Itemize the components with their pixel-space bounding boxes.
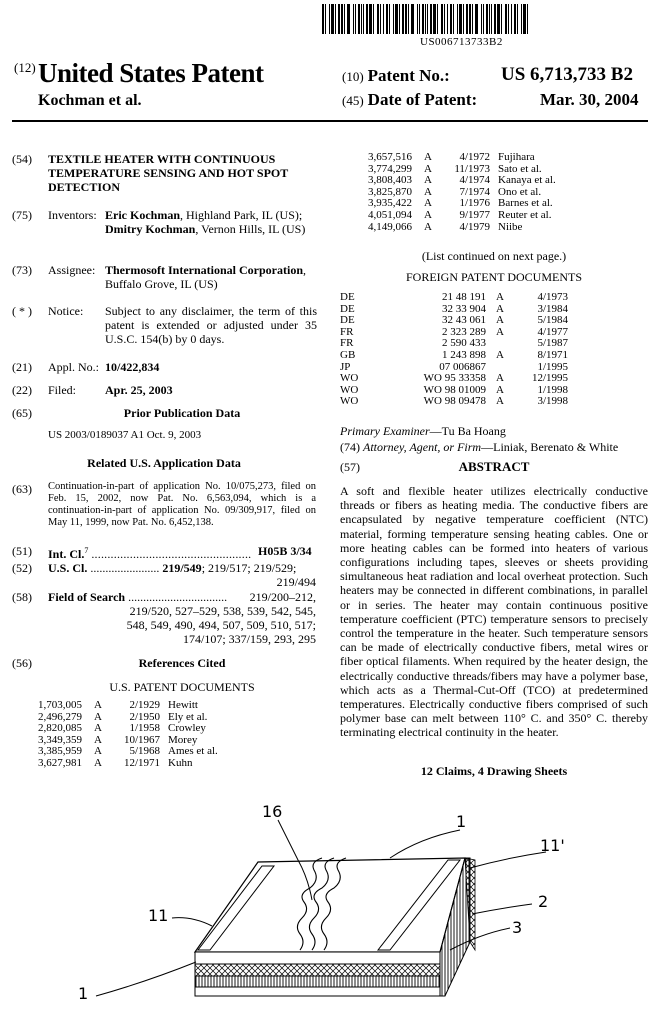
inventor-1-location: , Highland Park, IL (US);	[180, 208, 303, 222]
prior-publication-title: Prior Publication Data	[123, 406, 241, 420]
front-layer-top	[195, 952, 440, 964]
barcode-bar	[369, 4, 372, 34]
table-row: 3,627,981 A 12/1971 Kuhn	[38, 756, 193, 769]
barcode-bar	[483, 4, 484, 34]
us-cl-primary: 219/549	[162, 561, 202, 575]
barcode-bar	[437, 4, 438, 34]
front-layer-crosshatch	[195, 964, 440, 976]
notice-text: Subject to any disclaimer, the term of this patent is extended or adjusted under 35 U.S.C. 154(b) by 0 days.	[105, 304, 317, 346]
abstract-text: A soft and flexible heater utilizes electrically conductive threads or fibers as heating media. The conductive fibers are encapsulated by negative temperature coefficient (NTC) material, forming temperature sensing heating cables. One or more heating cables can be formed into heaters of various configurations including tapes, sleeves or sheets providing simultaneous heat radiation and local overheat protection. Such heaters may be connected in different combinations, in parallel or in series. The heater may contain continuous positive temperature coefficient (PTC) temperature sensors to precisely control the temperature in the heater. Such temperature sensors can be made of electrically conductive fibers, metal wires or fiber optical filaments. When required by the heater design, the electrically conductive threads/fibers may have a polymer base, which acts as a Thermal-Cut-Off (TCO) at predetermined temperatures. Electrically conductive fibers comprised of such polymer base can melt between 110° C. and 350° C. thereby terminating electrical continuity in the heater.	[340, 484, 648, 740]
table-row: FR 2 323 289 A 4/1977	[340, 325, 568, 338]
barcode-bar	[341, 4, 343, 34]
barcode-bar	[505, 4, 507, 34]
field-73-code: (73)	[12, 263, 32, 277]
int-cl-sup: 7	[84, 546, 89, 555]
foreign-docs-title: FOREIGN PATENT DOCUMENTS	[405, 270, 583, 284]
barcode-bar	[508, 4, 509, 34]
barcode-bar	[466, 4, 468, 34]
barcode-bar	[358, 4, 360, 34]
us-refs-right-table	[368, 152, 560, 233]
barcode-bar	[361, 4, 362, 34]
figure-label-11: 11	[148, 906, 169, 925]
appl-no-label: Appl. No.:	[48, 360, 99, 374]
filed-date: Apr. 25, 2003	[105, 383, 173, 397]
barcode-bar	[355, 4, 356, 34]
barcode-bar	[366, 4, 368, 34]
barcode-bar	[511, 4, 512, 34]
date-of-patent: Mar. 30, 2004	[540, 90, 639, 109]
field-21-code: (21)	[12, 360, 32, 374]
barcode-bar	[427, 4, 428, 34]
barcode-bar	[383, 4, 384, 34]
field-of-search-values	[120, 590, 316, 646]
field-74-code: (74)	[340, 440, 360, 454]
search-line-3: 548, 549, 490, 494, 507, 509, 510, 517;	[126, 618, 316, 632]
field-22-code: (22)	[12, 383, 32, 397]
us-patent-docs-title: U.S. PATENT DOCUMENTS	[109, 680, 255, 694]
barcode-bar	[377, 4, 379, 34]
field-56-code: (56)	[12, 656, 32, 670]
inventors	[105, 208, 317, 236]
barcode-bar	[433, 4, 436, 34]
barcode-bar	[501, 4, 502, 34]
date-code: (45)	[342, 93, 364, 108]
barcode-bar	[347, 4, 350, 34]
barcode-bar	[475, 4, 478, 34]
table-row: JP 07 006867 1/1995	[340, 360, 568, 373]
table-row: 2,820,085 A 1/1958 Crowley	[38, 722, 206, 735]
table-row: DE 32 43 061 A 5/1984	[340, 314, 568, 327]
us-cl	[48, 561, 296, 575]
barcode-bar	[399, 4, 400, 34]
inventors-label: Inventors:	[48, 208, 97, 222]
table-row: DE 32 33 904 A 3/1984	[340, 302, 568, 315]
table-row: WO WO 95 33358 A 12/1995	[340, 372, 568, 385]
examiner-label: Primary Examiner	[340, 424, 430, 438]
barcode-bar	[417, 4, 418, 34]
patent-number: US 6,713,733 B2	[501, 64, 633, 85]
table-row: FR 2 590 433 5/1987	[340, 337, 568, 350]
invention-title: TEXTILE HEATER WITH CONTINUOUS TEMPERATURE SENSING AND HOT SPOT DETECTION	[48, 152, 289, 194]
table-row: 4,051,094 A 9/1977 Reuter et al.	[368, 208, 552, 221]
barcode-bar	[405, 4, 407, 34]
table-row: 4,149,066 A 4/1979 Niibe	[368, 220, 523, 233]
leader-2	[472, 904, 532, 914]
leader-11	[172, 918, 212, 926]
assignee-name: Thermosoft International Corporation	[105, 263, 303, 277]
barcode-bar	[331, 4, 334, 34]
barcode-bar	[411, 4, 414, 34]
barcode-bar	[402, 4, 404, 34]
prior-publication-data: US 2003/0189037 A1 Oct. 9, 2003	[48, 429, 202, 441]
barcode-bar	[389, 4, 390, 34]
continuation-text: Continuation-in-part of application No. 10/075,273, filed on Feb. 15, 2002, now Pat. No. 6,563,094, which is a continuation-in-part of application No. 09/309,917, filed on May 11, 1999, now Pat. No. 6,452,138.	[48, 481, 316, 528]
figure-label-16: 16	[262, 802, 283, 821]
barcode-bar	[395, 4, 398, 34]
figure-label-3: 3	[512, 918, 523, 937]
examiner-name: —Tu Ba Hoang	[429, 424, 506, 438]
attorney-label: Attorney, Agent, or Firm	[363, 440, 482, 454]
front-layer-vertical	[195, 976, 440, 987]
table-row: 3,808,403 A 4/1974 Kanaya et al.	[368, 174, 556, 187]
notice-code: ( * )	[12, 304, 32, 318]
patent-no-label: Patent No.:	[367, 66, 450, 85]
search-line-2: 219/520, 527–529, 538, 539, 542, 545,	[129, 604, 316, 618]
barcode-bar	[408, 4, 409, 34]
barcode-bar	[469, 4, 471, 34]
assignee-label: Assignee:	[48, 263, 96, 277]
barcode-bar	[447, 4, 448, 34]
table-row: 3,657,516 A 4/1972 Fujihara	[368, 151, 535, 163]
search-line-1: 219/200–212,	[249, 590, 316, 604]
us-refs-left-table	[38, 700, 222, 770]
patent-title-heading: United States Patent	[38, 58, 264, 88]
patent-number-row	[342, 66, 450, 86]
search-line-4: 174/107; 337/159, 293, 295	[182, 632, 316, 646]
field-65-code: (65)	[12, 406, 32, 420]
barcode-bar	[463, 4, 464, 34]
table-row: 3,774,299 A 11/1973 Sato et al.	[368, 162, 542, 175]
barcode-bar	[344, 4, 345, 34]
heater-drawing	[0, 800, 660, 1022]
barcode-bar	[386, 4, 388, 34]
barcode-bar	[514, 4, 516, 34]
table-row: DE 21 48 191 A 4/1973	[340, 291, 568, 303]
date-label: Date of Patent:	[367, 90, 478, 109]
barcode-bar	[481, 4, 482, 34]
table-row: 3,385,959 A 5/1968 Ames et al.	[38, 745, 218, 758]
barcode-bar	[459, 4, 462, 34]
field-75-code: (75)	[12, 208, 32, 222]
field-51-code: (51)	[12, 544, 32, 558]
barcode-bar	[325, 4, 326, 34]
table-row: 3,349,359 A 10/1967 Morey	[38, 733, 198, 746]
inventor-2: Dmitry Kochman	[105, 222, 196, 236]
field-63-code: (63)	[12, 482, 32, 496]
barcode-bar	[523, 4, 526, 34]
barcode-bar	[380, 4, 381, 34]
inventor-2-location: , Vernon Hills, IL (US)	[195, 222, 306, 236]
attorney-name: —Liniak, Berenato & White	[481, 440, 619, 454]
claims-sheets: 12 Claims, 4 Drawing Sheets	[420, 764, 568, 778]
table-row: 1,703,005 A 2/1929 Hewitt	[38, 699, 198, 711]
barcode-bar	[457, 4, 458, 34]
int-cl	[48, 544, 251, 561]
barcode-bar	[363, 4, 364, 34]
field-of-search-label: Field of Search	[48, 590, 126, 604]
barcode-bar	[425, 4, 426, 34]
us-cl-rest: ; 219/517; 219/529;	[201, 561, 297, 575]
figure-label-2: 2	[538, 892, 549, 911]
date-row	[342, 90, 477, 110]
barcode-bar	[521, 4, 522, 34]
appl-no: 10/422,834	[105, 360, 160, 374]
assignee-location: , Buffalo Grove, IL (US)	[105, 263, 306, 291]
inventor-1: Eric Kochman	[105, 208, 180, 222]
field-52-code: (52)	[12, 561, 32, 575]
barcode	[322, 4, 532, 34]
leader-1-top	[390, 830, 460, 858]
document-number: US006713733B2	[420, 36, 503, 48]
leader-11prime	[470, 852, 546, 868]
barcode-bar	[430, 4, 432, 34]
barcode-bar	[527, 4, 528, 34]
leader-1-bottom	[96, 962, 196, 996]
authors: Kochman et al.	[38, 92, 142, 109]
barcode-bar	[450, 4, 452, 34]
barcode-bar	[353, 4, 354, 34]
barcode-bar	[329, 4, 330, 34]
foreign-refs-table	[340, 292, 572, 408]
int-cl-dots: ..................................................	[91, 547, 252, 561]
table-row: GB 1 243 898 A 8/1971	[340, 348, 568, 361]
barcode-bar	[491, 4, 492, 34]
us-cl-dots: .......................	[90, 561, 160, 575]
barcode-bar	[472, 4, 473, 34]
barcode-bar	[497, 4, 500, 34]
figure-label-1-top: 1	[456, 812, 467, 831]
field-of-search-dots: .................................	[128, 590, 228, 604]
barcode-bar	[373, 4, 374, 34]
filed-label: Filed:	[48, 383, 77, 397]
related-data-title: Related U.S. Application Data	[87, 456, 241, 470]
examiner	[340, 424, 506, 438]
notice-label: Notice:	[48, 304, 84, 318]
barcode-bar	[419, 4, 420, 34]
barcode-bar	[322, 4, 324, 34]
barcode-bar	[517, 4, 518, 34]
int-cl-value: H05B 3/34	[258, 544, 312, 558]
us-cl-line2: 219/494	[276, 575, 316, 589]
barcode-bar	[338, 4, 340, 34]
patent-no-code: (10)	[342, 69, 364, 84]
references-cited-title: References Cited	[138, 656, 226, 670]
field-57-code: (57)	[340, 460, 360, 474]
assignee	[105, 263, 317, 291]
barcode-bar	[441, 4, 443, 34]
barcode-bar	[335, 4, 336, 34]
field-58-code: (58)	[12, 590, 32, 604]
barcode-bar	[486, 4, 488, 34]
header-rule	[12, 120, 648, 122]
abstract-title: ABSTRACT	[458, 459, 530, 474]
attorney	[340, 440, 618, 454]
table-row: WO WO 98 09478 A 3/1998	[340, 395, 568, 408]
barcode-bar	[444, 4, 445, 34]
table-row: WO WO 98 01009 A 1/1998	[340, 383, 568, 396]
table-row: 2,496,279 A 2/1950 Ely et al.	[38, 710, 208, 723]
int-cl-label: Int. Cl.	[48, 547, 85, 561]
kind-code: (12)	[14, 60, 36, 75]
list-continued: (List continued on next page.)	[421, 249, 567, 263]
us-cl-label: U.S. Cl.	[48, 561, 88, 575]
barcode-bar	[489, 4, 490, 34]
figure-label-11prime: 11'	[540, 836, 565, 855]
table-row: 3,825,870 A 7/1974 Ono et al.	[368, 185, 542, 198]
table-row: 3,935,422 A 1/1976 Barnes et al.	[368, 197, 553, 210]
field-54-code: (54)	[12, 152, 32, 166]
barcode-bar	[422, 4, 424, 34]
front-layer-bottom	[195, 987, 440, 996]
barcode-bar	[494, 4, 496, 34]
barcode-bar	[453, 4, 454, 34]
figure-label-1-bottom: 1	[78, 984, 89, 1003]
barcode-bar	[393, 4, 394, 34]
